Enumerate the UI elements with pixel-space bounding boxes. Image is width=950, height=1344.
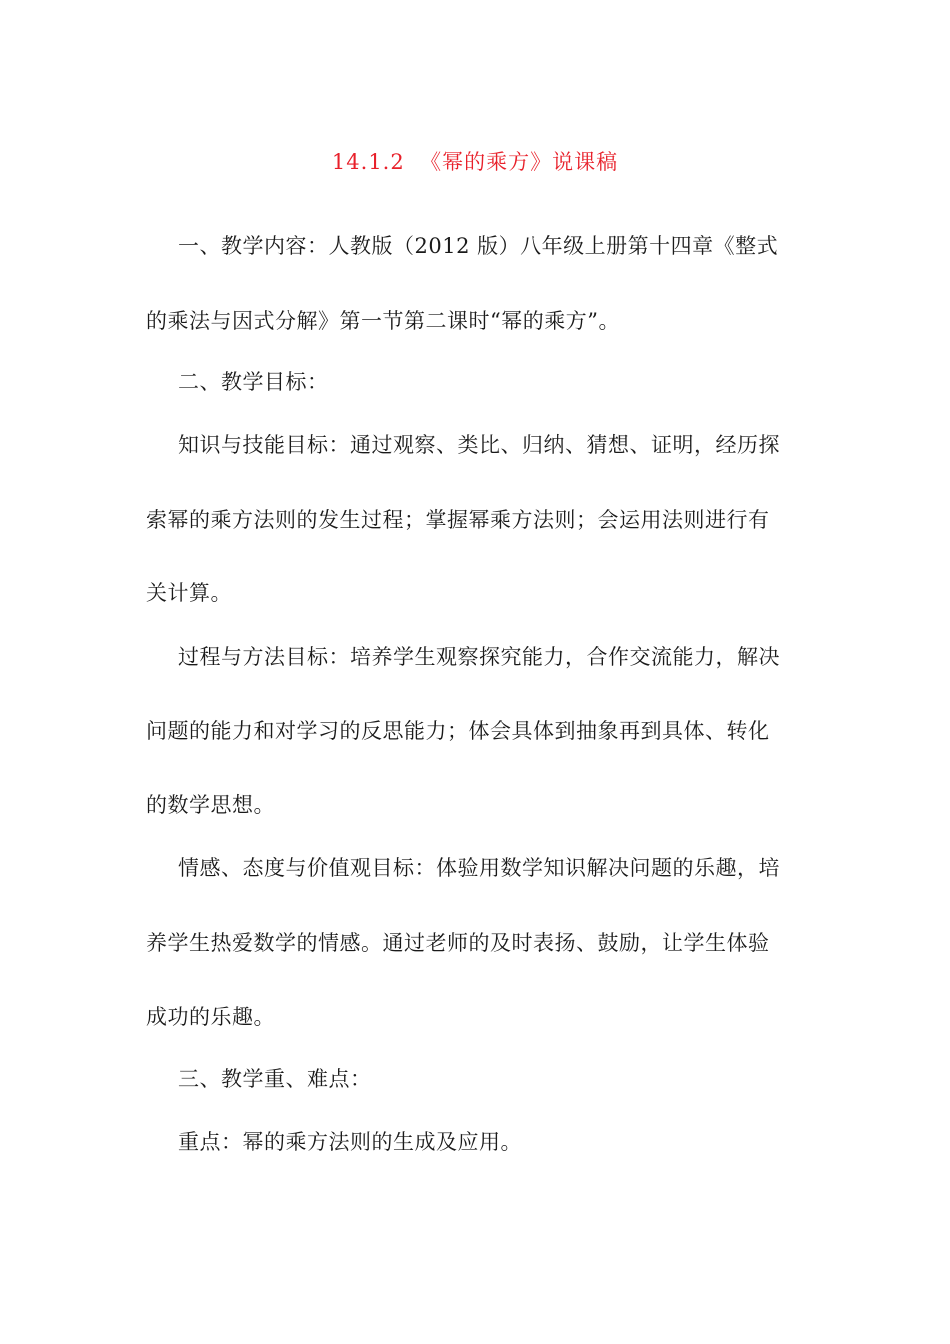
paragraph-line: 关计算。 (146, 581, 232, 605)
page-title: 14.1.2 《幂的乘方》说课稿 (331, 150, 619, 174)
paragraph-line: 索幂的乘方法则的发生过程；掌握幂乘方法则；会运用法则进行有 (146, 508, 770, 532)
paragraph-line: 一、教学内容：人教版（2012 版）八年级上册第十四章《整式 (178, 234, 779, 258)
paragraph-line: 养学生热爱数学的情感。通过老师的及时表扬、鼓励，让学生体验 (146, 931, 770, 955)
section-heading: 二、教学目标： (178, 370, 329, 394)
paragraph-line: 知识与技能目标：通过观察、类比、归纳、猜想、证明，经历探 (178, 433, 780, 457)
paragraph-line: 重点：幂的乘方法则的生成及应用。 (178, 1130, 522, 1154)
paragraph-line: 情感、态度与价值观目标：体验用数学知识解决问题的乐趣，培 (178, 856, 780, 880)
paragraph-line: 的乘法与因式分解》第一节第二课时“幂的乘方”。 (146, 309, 620, 333)
paragraph-line: 的数学思想。 (146, 793, 275, 817)
section-heading: 三、教学重、难点： (178, 1067, 372, 1091)
paragraph-line: 过程与方法目标：培养学生观察探究能力，合作交流能力，解决 (178, 645, 780, 669)
paragraph-line: 问题的能力和对学习的反思能力；体会具体到抽象再到具体、转化 (146, 719, 770, 743)
paragraph-line: 成功的乐趣。 (146, 1005, 275, 1029)
